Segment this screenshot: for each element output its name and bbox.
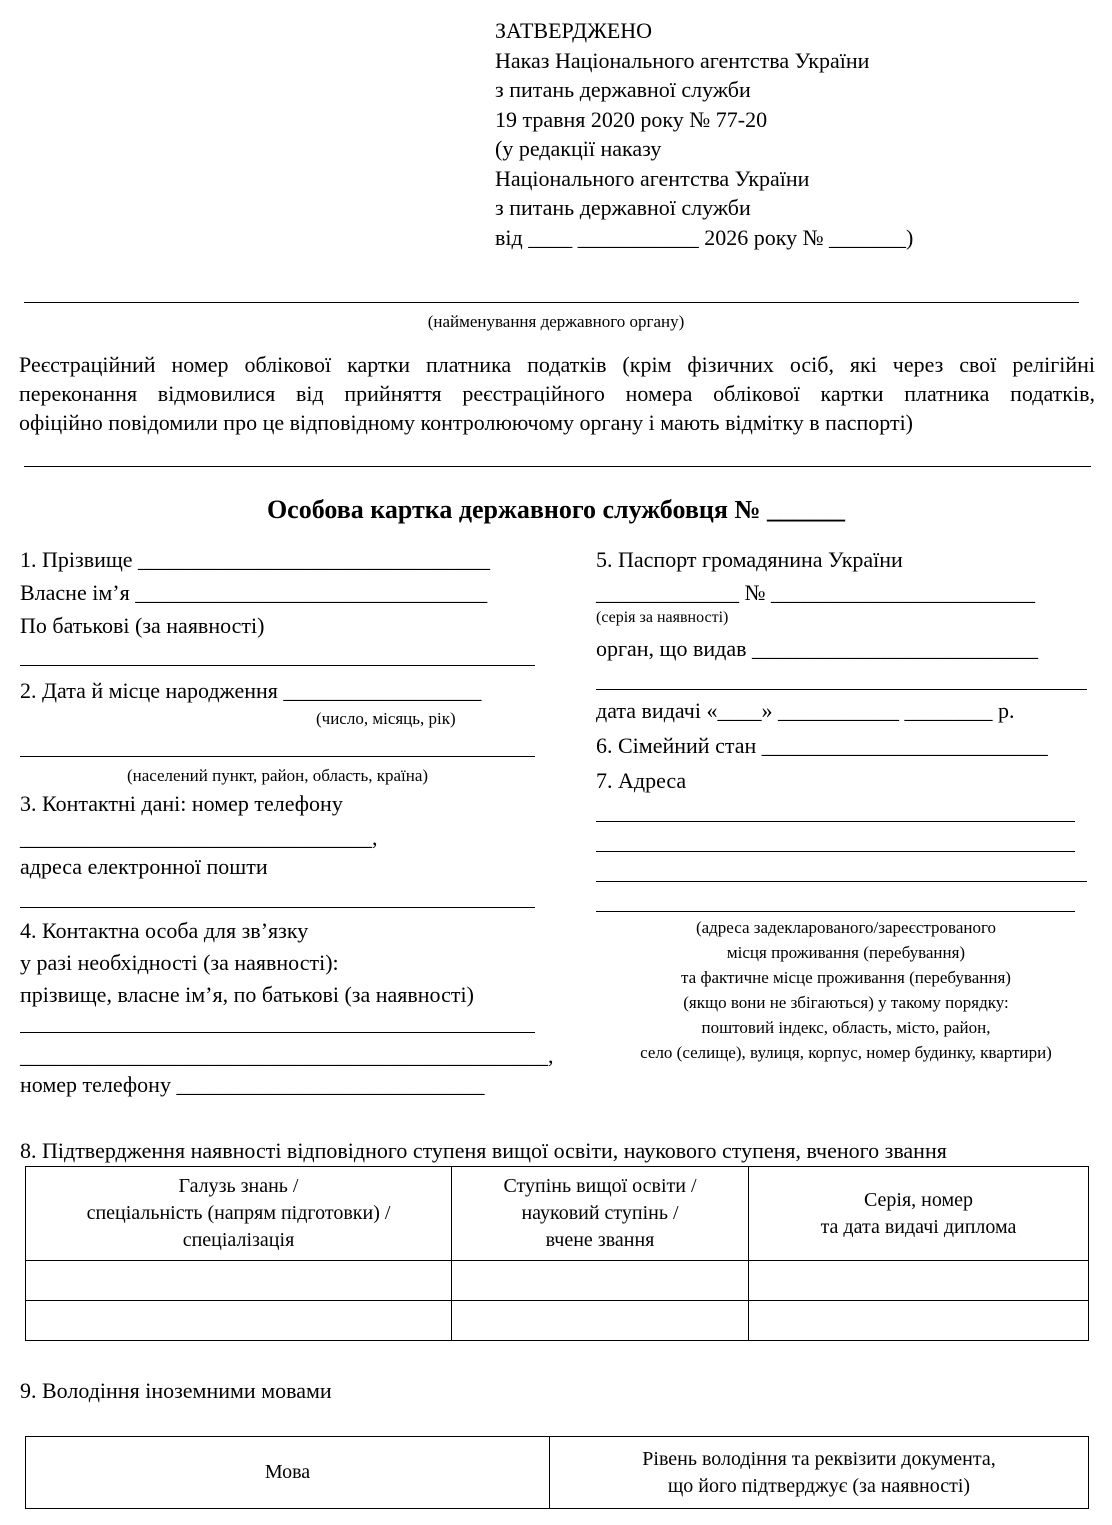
birth-date-caption: (число, місяць, рік) bbox=[316, 709, 456, 728]
phone-field[interactable]: ________________________________, bbox=[20, 825, 378, 850]
header-line: Рівень володіння та реквізити документа, bbox=[642, 1447, 996, 1470]
contact-person-line2[interactable]: ________________________________________________, bbox=[20, 1043, 554, 1068]
marital-status-field[interactable]: 6. Сімейний стан __________________________ bbox=[596, 733, 1048, 758]
tax-number-paragraph bbox=[19, 350, 1095, 437]
address-line[interactable] bbox=[596, 851, 1075, 852]
birth-place-caption: (населений пункт, район, область, країна) bbox=[126, 766, 429, 785]
approval-block bbox=[495, 16, 913, 252]
languages-col-language bbox=[26, 1437, 550, 1509]
agency-caption: (найменування державного органу) bbox=[427, 312, 685, 331]
email-line[interactable] bbox=[20, 907, 535, 908]
approval-line: ЗАТВЕРДЖЕНО bbox=[495, 18, 653, 43]
address-line[interactable] bbox=[596, 881, 1087, 882]
education-col-degree bbox=[452, 1167, 749, 1261]
address-caption-line: поштовий індекс, область, місто, район, bbox=[701, 1018, 991, 1037]
header-line: науковий ступінь / bbox=[521, 1202, 679, 1224]
address-caption-line: (адреса задекларованого/зареєстрованого bbox=[695, 918, 997, 937]
education-heading: 8. Підтвердження наявності відповідного ступеня вищої освіти, наукового ступеня, вченого звання bbox=[20, 1138, 947, 1163]
approval-line: Наказ Національного агентства України bbox=[495, 47, 870, 73]
issue-date-field[interactable]: дата видачі «____» ___________ ________ р. bbox=[596, 698, 1015, 723]
birth-field[interactable]: 2. Дата й місце народження __________________ bbox=[20, 678, 482, 703]
table-cell[interactable] bbox=[749, 1261, 1089, 1301]
surname-field[interactable]: 1. Прізвище ________________________________ bbox=[20, 547, 491, 572]
languages-heading: 9. Володіння іноземними мовами bbox=[20, 1378, 332, 1403]
education-col-diploma bbox=[749, 1167, 1089, 1261]
address-line[interactable] bbox=[596, 911, 1075, 912]
table-row bbox=[26, 1261, 1089, 1301]
approval-line: (у редакції наказу bbox=[495, 136, 662, 161]
patronymic-line[interactable] bbox=[20, 665, 535, 666]
approval-line: від ____ ___________ 2026 року № _______) bbox=[495, 224, 914, 250]
address-caption bbox=[590, 915, 1102, 1065]
table-cell[interactable] bbox=[26, 1301, 452, 1341]
tax-paragraph-line: переконання відмовилися від прийняття реєстраційного номера облікової картки платника податків, bbox=[19, 381, 1095, 406]
education-table bbox=[25, 1166, 1089, 1341]
agency-name-line[interactable] bbox=[24, 302, 1079, 303]
table-row bbox=[26, 1301, 1089, 1341]
table-header-row bbox=[26, 1437, 1089, 1509]
header-line: Серія, номер bbox=[863, 1188, 974, 1211]
address-caption-line: місця проживання (перебування) bbox=[726, 943, 966, 962]
contact-phone-field[interactable]: номер телефону ____________________________ bbox=[20, 1072, 485, 1097]
page-title: Особова картка державного службовця № ______ bbox=[266, 495, 846, 524]
table-cell[interactable] bbox=[26, 1261, 452, 1301]
issued-by-field[interactable]: орган, що видав __________________________ bbox=[596, 636, 1039, 661]
address-caption-line: (якщо вони не збігаються) у такому порядку: bbox=[683, 993, 1009, 1012]
tax-paragraph-line: офіційно повідомили про це відповідному контролюючому органу і мають відмітку в паспорті) bbox=[19, 410, 914, 435]
table-header-row bbox=[26, 1167, 1089, 1261]
header-line: та дата видачі диплома bbox=[820, 1215, 1017, 1238]
header-line: спеціальність (напрям підготовки) / bbox=[86, 1202, 391, 1224]
header-line: вчене звання bbox=[545, 1229, 655, 1251]
header-line: спеціалізація bbox=[182, 1229, 295, 1251]
header-line: Галузь знань / bbox=[178, 1175, 299, 1197]
series-caption: (серія за наявності) bbox=[596, 609, 729, 626]
tax-paragraph-line: Реєстраційний номер облікової картки платника податків (крім фізичних осіб, які через свої релігійні bbox=[19, 352, 1095, 377]
email-label: адреса електронної пошти bbox=[20, 854, 268, 879]
passport-label: 5. Паспорт громадянина України bbox=[596, 547, 903, 572]
languages-col-level bbox=[550, 1437, 1089, 1509]
address-caption-line: село (селище), вулиця, корпус, номер будинку, квартири) bbox=[640, 1043, 1052, 1062]
approval-line: Національного агентства України bbox=[495, 165, 810, 191]
address-line[interactable] bbox=[596, 821, 1075, 822]
tax-number-line[interactable] bbox=[24, 466, 1091, 467]
birth-place-line[interactable] bbox=[20, 756, 535, 757]
contact-person-line[interactable] bbox=[20, 1032, 535, 1033]
address-label: 7. Адреса bbox=[596, 768, 687, 793]
approval-line: з питань державної служби bbox=[495, 195, 751, 220]
header-line: Ступінь вищої освіти / bbox=[503, 1175, 697, 1197]
passport-series-number-field[interactable]: _____________ № ________________________ bbox=[596, 580, 1035, 605]
approval-line: 19 травня 2020 року № 77-20 bbox=[495, 106, 768, 132]
languages-table bbox=[25, 1436, 1089, 1509]
address-caption-line: та фактичне місце проживання (перебування) bbox=[681, 968, 1011, 987]
contacts-label: 3. Контактні дані: номер телефону bbox=[20, 791, 343, 816]
table-cell[interactable] bbox=[452, 1301, 749, 1341]
patronymic-label: По батькові (за наявності) bbox=[20, 613, 265, 638]
issued-by-line[interactable] bbox=[596, 689, 1087, 690]
first-name-field[interactable]: Власне ім’я ________________________________ bbox=[20, 580, 488, 605]
table-cell[interactable] bbox=[749, 1301, 1089, 1341]
header-line: що його підтверджує (за наявності) bbox=[667, 1474, 971, 1497]
education-col-field bbox=[26, 1167, 452, 1261]
table-cell[interactable] bbox=[452, 1261, 749, 1301]
header-line: Мова bbox=[264, 1461, 311, 1483]
contact-person-label: у разі необхідності (за наявності): bbox=[20, 950, 339, 975]
contact-person-label: 4. Контактна особа для зв’язку bbox=[20, 918, 309, 943]
approval-line: з питань державної служби bbox=[495, 77, 751, 102]
contact-person-label: прізвище, власне ім’я, по батькові (за наявності) bbox=[20, 982, 474, 1007]
